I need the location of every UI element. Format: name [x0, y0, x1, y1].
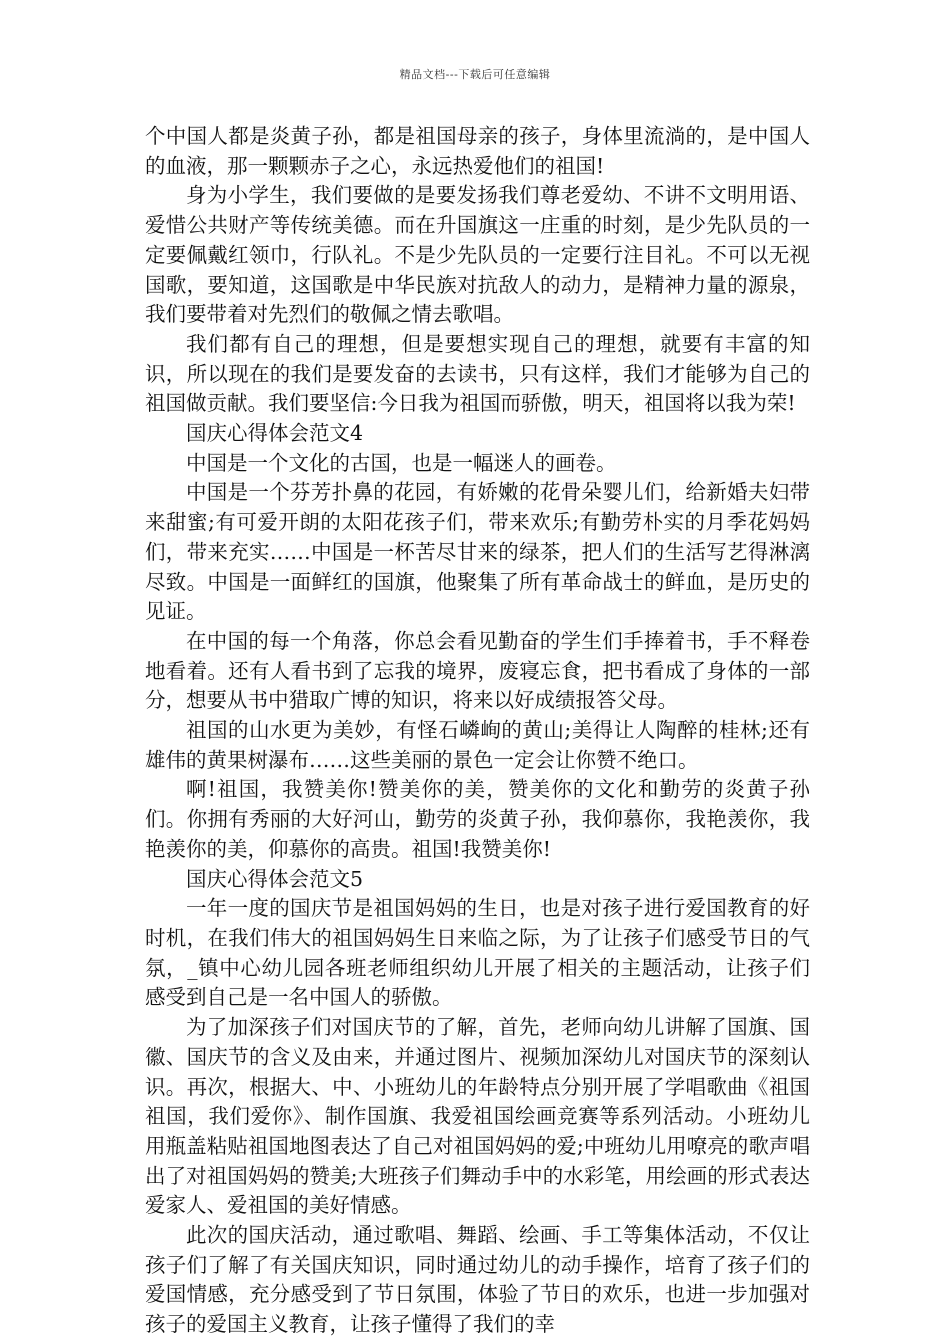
section-heading: 国庆心得体会范文4 [186, 421, 364, 446]
paragraph: 此次的国庆活动，通过歌唱、舞蹈、绘画、手工等集体活动，不仅让孩子们了解了有关国庆知识，同时通过幼儿的动手操作，培育了孩子们的爱国情感，充分感受到了节日氛围，体验了节日的欢乐，也进一步加强对孩子的爱国主义教育，让孩子懂得了我们的幸 [145, 1223, 810, 1337]
paragraph: 中国是一个文化的古国，也是一幅迷人的画卷。 [186, 450, 617, 475]
page-header: 精品文档---下载后可任意编辑 [399, 68, 551, 81]
paragraph: 我们都有自己的理想，但是要想实现自己的理想，就要有丰富的知识，所以现在的我们是要发奋的去读书，只有这样，我们才能够为自己的祖国做贡献。我们要坚信:今日我为祖国而骄傲，明天，祖国将以我为荣! [145, 331, 810, 416]
paragraph: 啊!祖国，我赞美你!赞美你的美，赞美你的文化和勤劳的炎黄子孙们。你拥有秀丽的大好河山，勤劳的炎黄子孙，我仰慕你，我艳羡你，我艳羡你的美，仰慕你的高贵。祖国!我赞美你! [145, 777, 810, 861]
document-body [145, 122, 810, 1340]
section-heading: 国庆心得体会范文5 [186, 866, 364, 891]
paragraph: 身为小学生，我们要做的是要发扬我们尊老爱幼、不讲不文明用语、爱惜公共财产等传统美德。而在升国旗这一庄重的时刻，是少先队员的一定要佩戴红领巾，行队礼。不是少先队员的一定要行注目礼。不可以无视国歌，要知道，这国歌是中华民族对抗敌人的动力，是精神力量的源泉，我们要带着对先烈们的敬佩之情去歌唱。 [145, 183, 810, 327]
paragraph-continuation: 个中国人都是炎黄子孙，都是祖国母亲的孩子，身体里流淌的，是中国人的血液，那一颗颗赤子之心，永远热爱他们的祖国! [145, 124, 810, 178]
paragraph: 在中国的每一个角落，你总会看见勤奋的学生们手捧着书，手不释卷地看着。还有人看书到了忘我的境界，废寝忘食，把书看成了身体的一部分，想要从书中猎取广博的知识，将来以好成绩报答父母。 [145, 628, 810, 713]
paragraph: 中国是一个芬芳扑鼻的花园，有娇嫩的花骨朵婴儿们，给新婚夫妇带来甜蜜;有可爱开朗的太阳花孩子们，带来欢乐;有勤劳朴实的月季花妈妈们，带来充实……中国是一杯苦尽甘来的绿茶，把人们的生活写艺得淋漓尽致。中国是一面鲜红的国旗，他聚集了所有革命战士的鲜血，是历史的见证。 [145, 480, 810, 624]
paragraph: 祖国的山水更为美妙，有怪石嶙峋的黄山;美得让人陶醉的桂林;还有雄伟的黄果树瀑布……这些美丽的景色一定会让你赞不绝口。 [145, 718, 810, 772]
paragraph: 一年一度的国庆节是祖国妈妈的生日，也是对孩子进行爱国教育的好时机，在我们伟大的祖国妈妈生日来临之际，为了让孩子们感受节日的气氛，_镇中心幼儿园各班老师组织幼儿开展了相关的主题活动，让孩子们感受到自己是一名中国人的骄傲。 [145, 896, 810, 1010]
paragraph: 为了加深孩子们对国庆节的了解，首先，老师向幼儿讲解了国旗、国徽、国庆节的含义及由来，并通过图片、视频加深幼儿对国庆节的深刻认识。再次，根据大、中、小班幼儿的年龄特点分别开展了学唱歌曲《祖国祖国，我们爱你》、制作国旗、我爱祖国绘画竞赛等系列活动。小班幼儿用瓶盖粘贴祖国地图表达了自己对祖国妈妈的爱;中班幼儿用嘹亮的歌声唱出了对祖国妈妈的赞美;大班孩子们舞动手中的水彩笔，用绘画的形式表达爱家人、爱祖国的美好情感。 [145, 1015, 810, 1218]
